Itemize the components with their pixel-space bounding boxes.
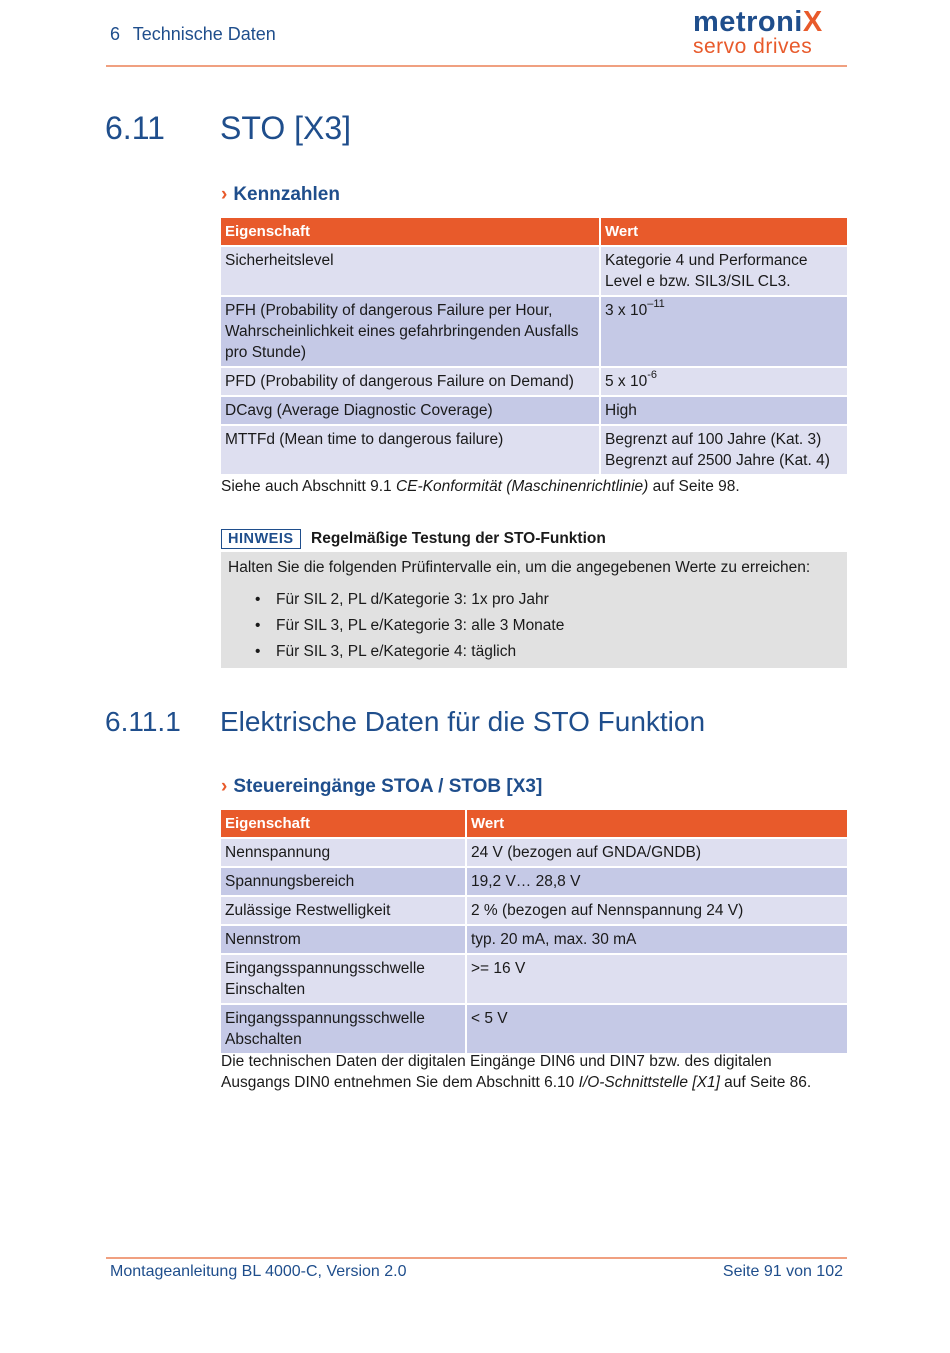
logo-x: X <box>802 6 823 38</box>
property-cell: Nennstrom <box>221 926 465 953</box>
property-cell: Eingangsspannungsschwelle Einschalten <box>221 955 465 1003</box>
steuer-table <box>221 808 847 1055</box>
list-item: • Für SIL 3, PL e/Kategorie 4: täglich <box>255 634 564 660</box>
value-cell: 2 % (bezogen auf Nennspannung 24 V) <box>465 897 847 924</box>
property-cell: MTTFd (Mean time to dangerous failure) <box>221 426 599 474</box>
hinweis-list <box>255 582 564 660</box>
note-text: Siehe auch Abschnitt 9.1 <box>221 478 396 495</box>
column-header-value: Wert <box>599 218 847 245</box>
steuer-heading-text: Steuereingänge STOA / STOB [X3] <box>233 776 543 797</box>
value-cell <box>599 368 847 395</box>
value-cell: typ. 20 mA, max. 30 mA <box>465 926 847 953</box>
note-text: auf Seite 98. <box>648 478 740 495</box>
chevron-right-icon: › <box>221 776 228 797</box>
value-exponent: –11 <box>647 297 665 310</box>
subsection-heading <box>105 706 845 742</box>
property-cell: PFH (Probability of dangerous Failure per Hour, Wahrscheinlichkeit eines gefahrbringenden Ausfalls pro Stunde) <box>221 297 599 366</box>
list-item: • Für SIL 2, PL d/Kategorie 3: 1x pro Jahr <box>255 582 564 608</box>
steuer-note <box>221 1051 841 1093</box>
section-title: STO [X3] <box>220 110 352 146</box>
steuer-heading <box>221 776 542 798</box>
cross-reference-link[interactable]: CE-Konformität (Maschinenrichtlinie) <box>395 478 649 495</box>
hinweis-box <box>221 552 847 668</box>
note-text: Die technischen Daten der digitalen Eingänge DIN6 und DIN7 bzw. des digitalen Ausgangs DIN0 entnehmen Sie dem Abschnitt 6.10 <box>221 1053 772 1091</box>
value-cell: Kategorie 4 und Performance Level e bzw. SIL3/SIL CL3. <box>599 247 847 295</box>
table-row <box>221 897 847 924</box>
hinweis-badge: HINWEIS <box>221 529 301 549</box>
column-header-property: Eigenschaft <box>221 810 465 837</box>
hinweis-intro: Halten Sie die folgenden Prüfintervalle ein, um die angegebenen Werte zu erreichen: <box>228 559 811 576</box>
value-cell <box>599 297 847 366</box>
table-row <box>221 839 847 866</box>
value-cell: >= 16 V <box>465 955 847 1003</box>
list-item: • Für SIL 3, PL e/Kategorie 3: alle 3 Monate <box>255 608 564 634</box>
hinweis-title: Regelmäßige Testung der STO-Funktion <box>311 530 606 547</box>
value-cell: < 5 V <box>465 1005 847 1053</box>
header-divider <box>106 65 847 67</box>
cross-reference-link[interactable]: I/O-Schnittstelle [X1] <box>578 1074 720 1091</box>
column-header-property: Eigenschaft <box>221 218 599 245</box>
property-cell: Eingangsspannungsschwelle Abschalten <box>221 1005 465 1053</box>
section-number: 6.11 <box>105 110 165 146</box>
logo-tagline: servo drives <box>693 35 813 58</box>
table-row <box>221 868 847 895</box>
value-cell: 24 V (bezogen auf GNDA/GNDB) <box>465 839 847 866</box>
column-header-value: Wert <box>465 810 847 837</box>
table-header-row <box>221 810 847 837</box>
property-cell: Spannungsbereich <box>221 868 465 895</box>
table-header-row <box>221 218 847 245</box>
footer-page-number: Seite 91 von 102 <box>722 1263 843 1280</box>
value-base: 5 x 10 <box>605 373 648 390</box>
table-row <box>221 368 847 395</box>
property-cell: PFD (Probability of dangerous Failure on Demand) <box>221 368 599 395</box>
table-row <box>221 297 847 366</box>
chapter-number: 6 <box>110 24 121 44</box>
logo-wordmark: metroni <box>693 6 803 38</box>
section-heading <box>105 110 805 150</box>
value-base: 3 x 10 <box>605 302 648 319</box>
chevron-right-icon: › <box>221 184 228 205</box>
kennzahlen-heading-text: Kennzahlen <box>233 184 340 205</box>
property-cell: Zulässige Restwelligkeit <box>221 897 465 924</box>
value-line: Begrenzt auf 2500 Jahre (Kat. 4) <box>605 452 830 469</box>
running-header <box>110 24 276 45</box>
value-cell: 19,2 V… 28,8 V <box>465 868 847 895</box>
chapter-title: Technische Daten <box>132 24 276 44</box>
kennzahlen-note <box>221 476 861 497</box>
property-cell: Nennspannung <box>221 839 465 866</box>
kennzahlen-table <box>221 216 847 476</box>
subsection-title: Elektrische Daten für die STO Funktion <box>220 706 706 737</box>
property-cell: DCavg (Average Diagnostic Coverage) <box>221 397 599 424</box>
value-cell <box>599 426 847 474</box>
table-row <box>221 426 847 474</box>
footer-divider <box>106 1257 847 1259</box>
kennzahlen-heading <box>221 184 340 206</box>
value-exponent: -6 <box>647 368 658 381</box>
company-logo <box>693 6 843 56</box>
property-cell: Sicherheitslevel <box>221 247 599 295</box>
subsection-number: 6.11.1 <box>105 706 181 737</box>
footer-document-title: Montageanleitung BL 4000-C, Version 2.0 <box>110 1263 407 1280</box>
value-cell: High <box>599 397 847 424</box>
value-line: Begrenzt auf 100 Jahre (Kat. 3) <box>605 431 822 448</box>
table-row <box>221 247 847 295</box>
table-row <box>221 955 847 1003</box>
table-row <box>221 1005 847 1053</box>
note-text: auf Seite 86. <box>719 1074 812 1091</box>
table-row <box>221 397 847 424</box>
table-row <box>221 926 847 953</box>
